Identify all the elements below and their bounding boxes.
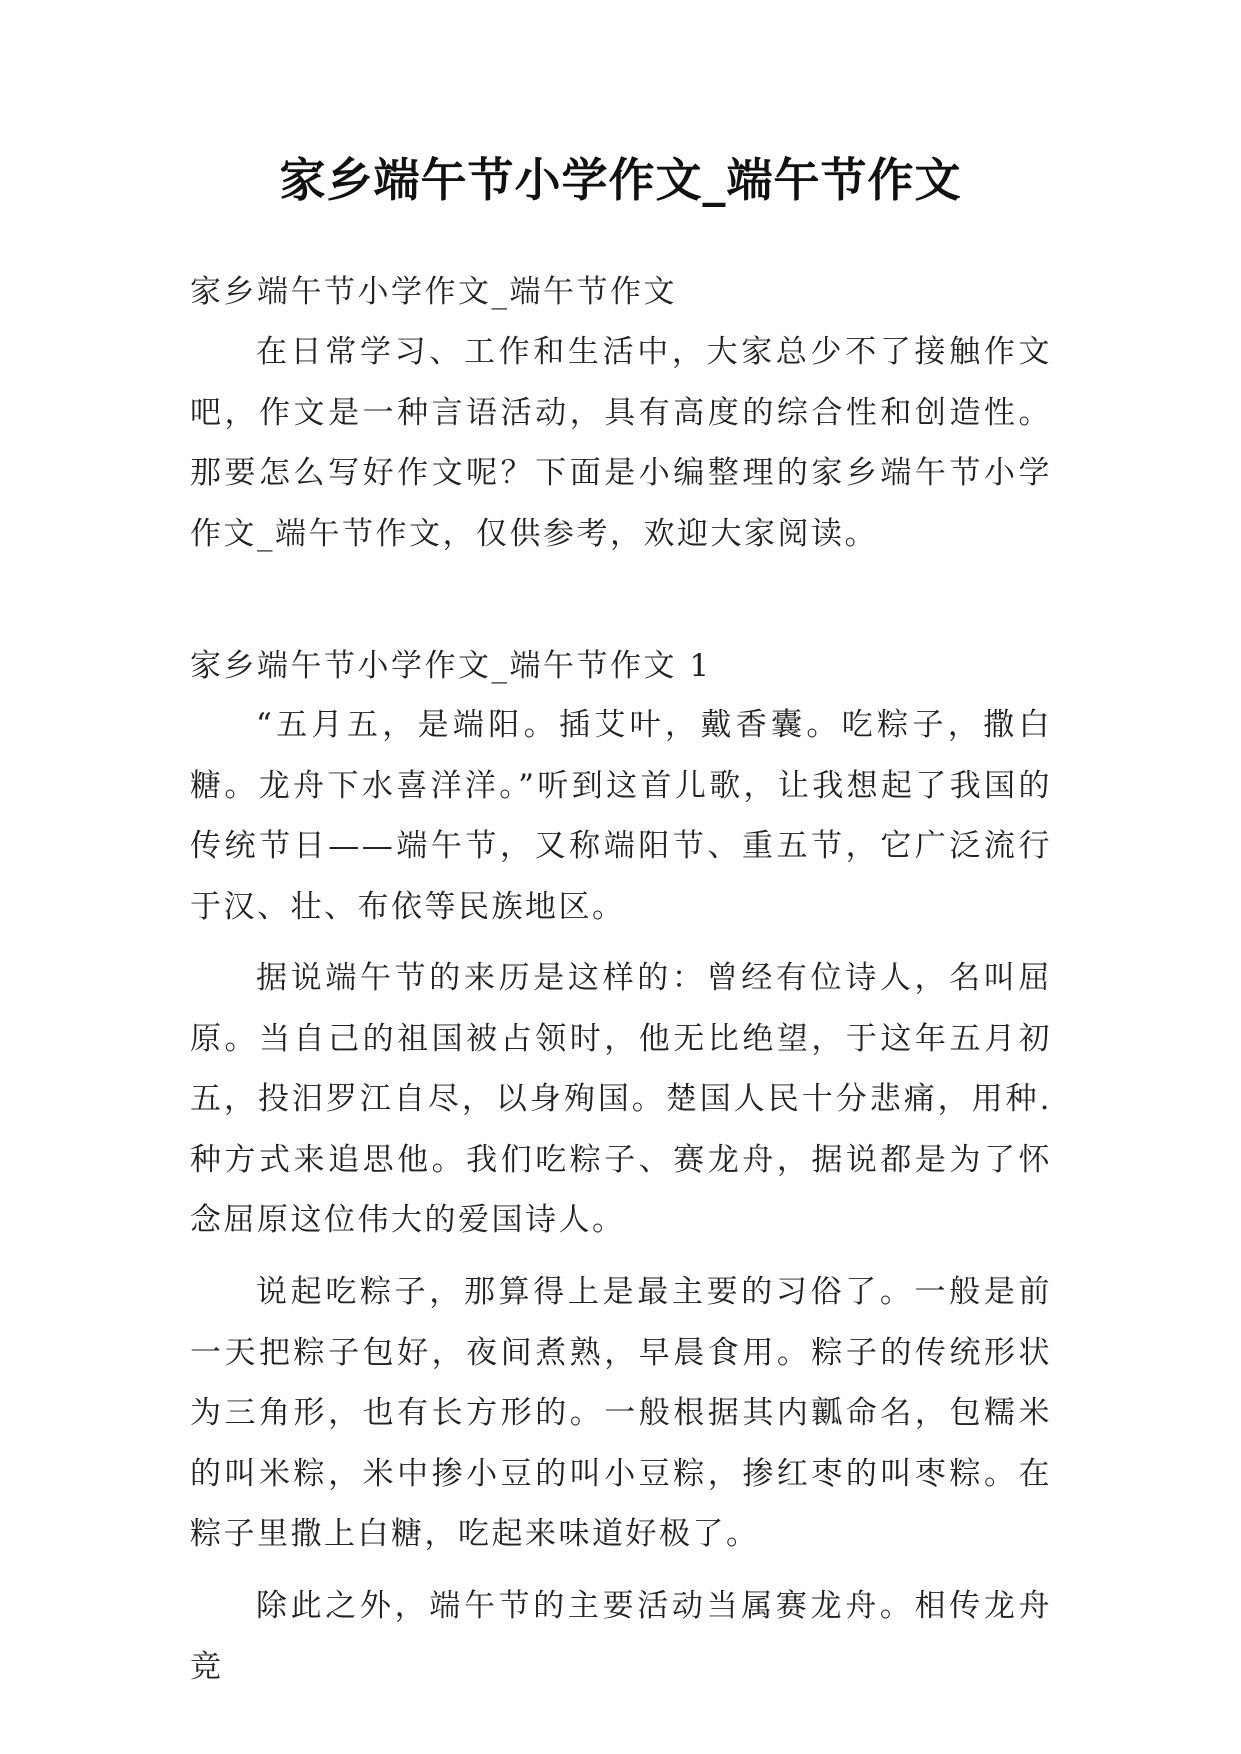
essay1-paragraph-2: 据说端午节的来历是这样的：曾经有位诗人，名叫屈原。当自己的祖国被占领时，他无比绝望，于这年五月初五，投汨罗江自尽，以身殉国。楚国人民十分悲痛，用种.种方式来追思他。我们吃粽子、赛龙舟，据说都是为了怀念屈原这位伟大的爱国诗人。: [190, 960, 1052, 1238]
essay1-heading: 家乡端午节小学作文_端午节作文 1: [190, 648, 712, 684]
essay1-paragraph-4: 除此之外，端午节的主要活动当属赛龙舟。相传龙舟竞: [190, 1588, 1052, 1685]
essay1-paragraph-1: “五月五，是端阳。插艾叶，戴香囊。吃粽子，撒白糖。龙舟下水喜洋洋。”听到这首儿歌，让我想起了我国的传统节日——端午节，又称端阳节、重五节，它广泛流行于汉、壮、布依等民族地区。: [190, 707, 1052, 925]
page-title: 家乡端午节小学作文_端午节作文: [279, 153, 962, 207]
intro-heading: 家乡端午节小学作文_端午节作文: [190, 274, 677, 310]
essay1-paragraph-3: 说起吃粽子，那算得上是最主要的习俗了。一般是前一天把粽子包好，夜间煮熟，早晨食用。粽子的传统形状为三角形，也有长方形的。一般根据其内瓤命名，包糯米的叫米粽，米中掺小豆的叫小豆粽，掺红枣的叫枣粽。在粽子里撒上白糖，吃起来味道好极了。: [190, 1274, 1052, 1552]
intro-paragraph: 在日常学习、工作和生活中，大家总少不了接触作文吧，作文是一种言语活动，具有高度的综合性和创造性。那要怎么写好作文呢？下面是小编整理的家乡端午节小学作文_端午节作文，仅供参考，欢迎大家阅读。: [190, 334, 1052, 552]
